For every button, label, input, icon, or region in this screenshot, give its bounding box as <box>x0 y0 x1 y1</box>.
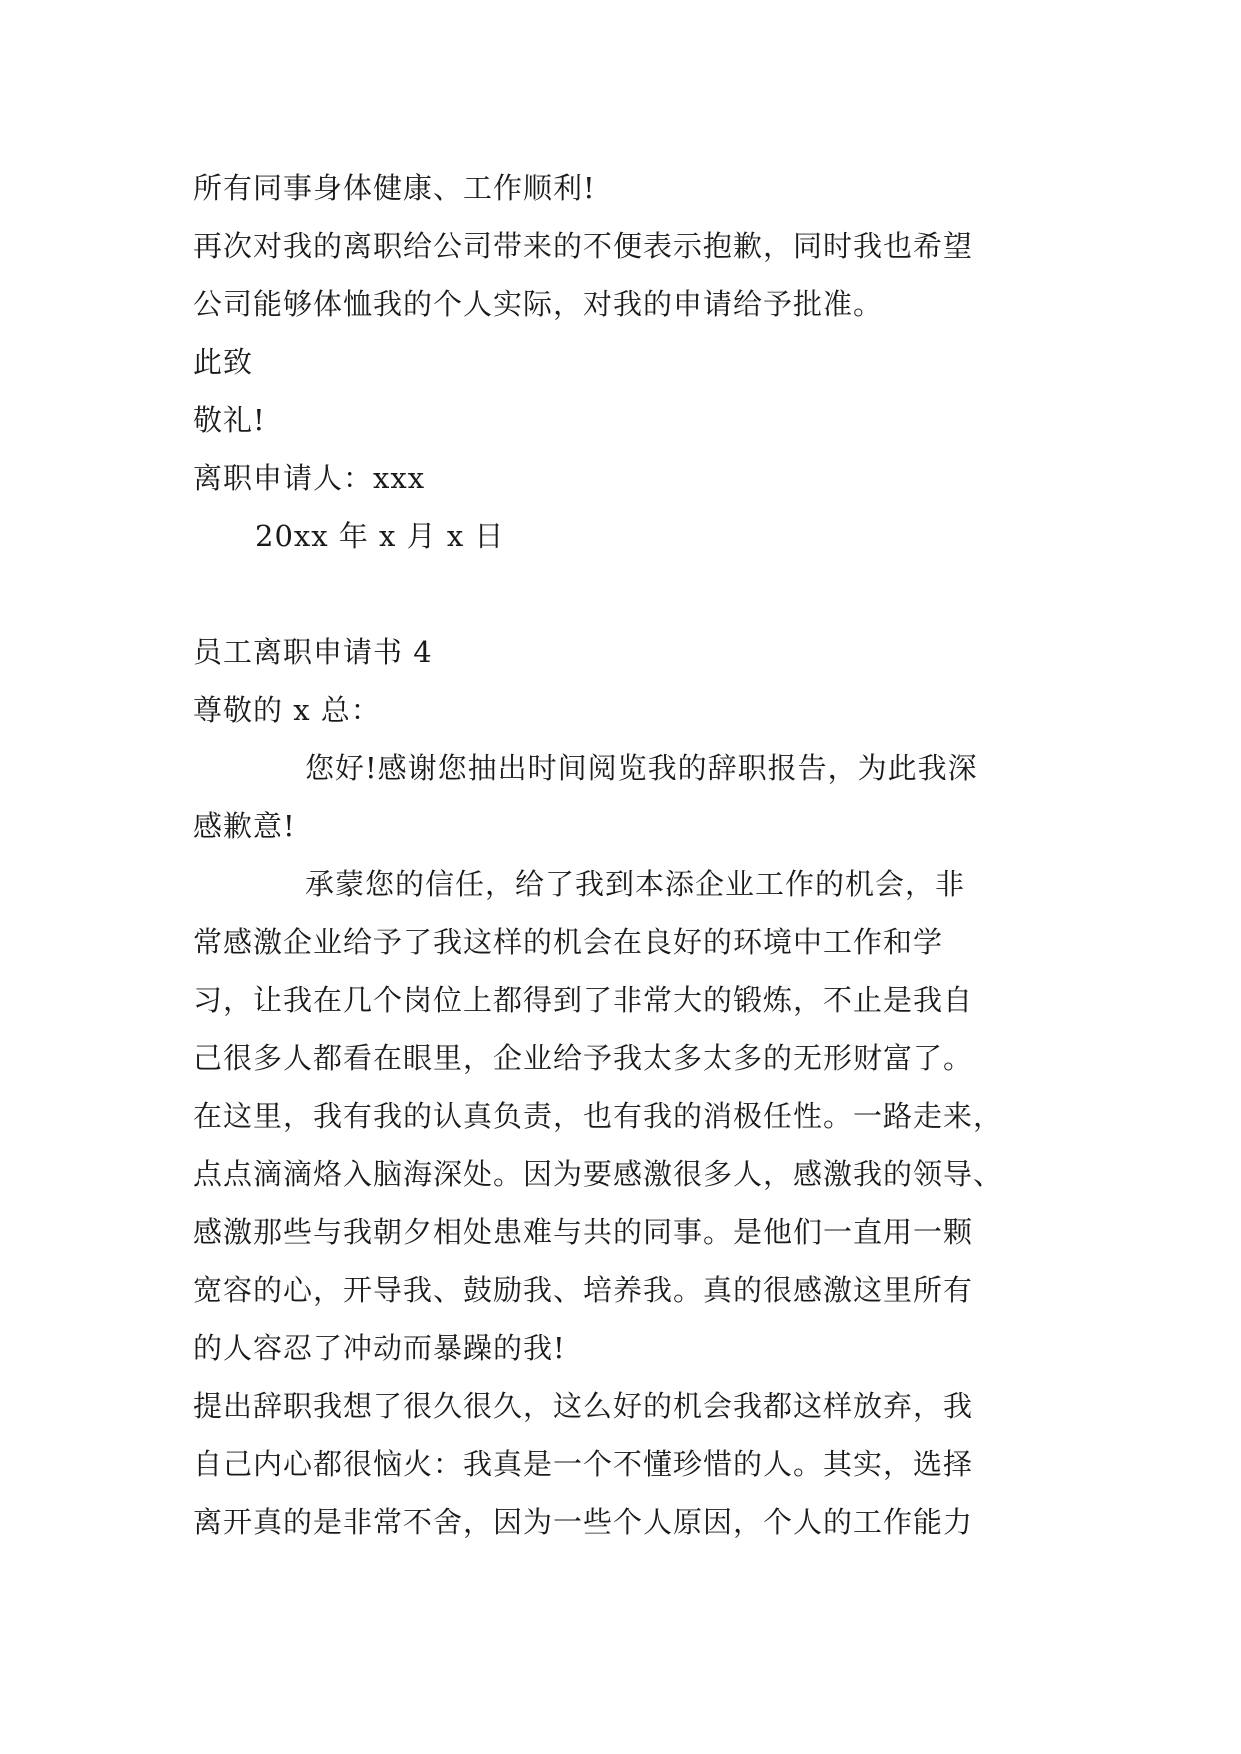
text-line: 在这里，我有我的认真负责，也有我的消极任性。一路走来， <box>193 1099 1004 1133</box>
text-line: 感歉意! <box>193 809 296 843</box>
salutation-line: 敬礼! <box>193 403 266 437</box>
text-line: 再次对我的离职给公司带来的不便表示抱歉，同时我也希望 <box>193 229 974 263</box>
text-line: 自己内心都很恼火：我真是一个不懂珍惜的人。其实，选择 <box>193 1447 974 1481</box>
greeting-line: 尊敬的 x 总： <box>193 693 381 727</box>
text-line: 己很多人都看在眼里，企业给予我太多太多的无形财富了。 <box>193 1041 974 1075</box>
text-line: 离开真的是非常不舍，因为一些个人原因，个人的工作能力 <box>193 1505 974 1539</box>
text-line: 感激那些与我朝夕相处患难与共的同事。是他们一直用一颗 <box>193 1215 974 1249</box>
text-line: 的人容忍了冲动而暴躁的我! <box>193 1331 566 1365</box>
section-title: 员工离职申请书 4 <box>193 635 433 669</box>
signature-line: 离职申请人：xxx <box>193 461 426 495</box>
salutation-line: 此致 <box>193 345 254 379</box>
text-line: 公司能够体恤我的个人实际，对我的申请给予批准。 <box>193 287 884 321</box>
date-line: 20xx 年 x 月 x 日 <box>255 519 505 553</box>
text-line: 所有同事身体健康、工作顺利! <box>193 171 596 205</box>
text-line: 您好!感谢您抽出时间阅览我的辞职报告，为此我深 <box>305 751 978 785</box>
text-line: 提出辞职我想了很久很久，这么好的机会我都这样放弃，我 <box>193 1389 974 1423</box>
text-line: 宽容的心，开导我、鼓励我、培养我。真的很感激这里所有 <box>193 1273 974 1307</box>
text-line: 承蒙您的信任，给了我到本添企业工作的机会，非 <box>305 867 966 901</box>
text-line: 点点滴滴烙入脑海深处。因为要感激很多人，感激我的领导、 <box>193 1157 1004 1191</box>
text-line: 习，让我在几个岗位上都得到了非常大的锻炼，不止是我自 <box>193 983 974 1017</box>
text-line: 常感激企业给予了我这样的机会在良好的环境中工作和学 <box>193 925 944 959</box>
